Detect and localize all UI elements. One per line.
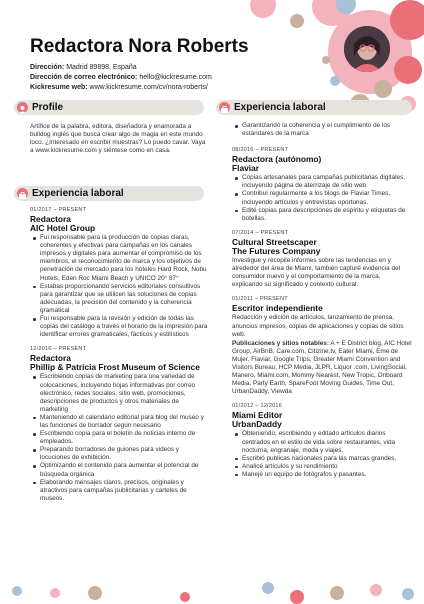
job-bullets	[232, 122, 412, 138]
profile-photo	[344, 26, 390, 72]
job-company: The Futures Company	[232, 245, 321, 256]
job-description: Redacción y edición de artículos, lanzamiento de prensa, anuncios impresos, copias de aplicaciones y copias de sitios web.	[232, 314, 404, 338]
list-item: Estabas proporcionando servicios editoriales consultivos para garantizar que se utilicen las soluciones de copias adecuadas, la precisión del contenido y la coherencia gramatical	[40, 283, 208, 315]
job-role: Cultural Streetscaper	[232, 236, 317, 247]
list-item: Escribió publicas nacionales para las marcas grandes.	[242, 455, 412, 463]
job-entry	[232, 295, 412, 396]
job-role: Redactora	[30, 214, 71, 225]
resume-header	[30, 36, 330, 93]
decor-circle	[330, 586, 344, 600]
job-date: 08/2016 – PRESENT	[232, 147, 289, 154]
decor-circle	[290, 590, 304, 604]
list-item: Escribiendo copias de marketing para una variedad de colocaciones, incluyendo hojas informativas por correo electrónico, redes sociales, sitio web, promociones, descripciones de productos y otros materiales de marketing	[40, 373, 208, 413]
list-item: Obteniendo, escribiendo y editado artículos diarios centrados en el estilo de vida sobre restaurantes, vida nocturna, engranaje, moda y viajes.	[242, 430, 412, 454]
contact-email	[30, 73, 330, 83]
section-title: Experiencia laboral	[234, 102, 326, 113]
job-role: Miami Editor	[232, 410, 283, 421]
job-publications	[232, 340, 412, 397]
profile-text: Artífice de la palabra, editora, diseñadora y enamorada a bulldog inglés que busca crear algo de magia en este mundo loco. ¿Interesado en escribir muestras? Lo puedo cavar. Vaya a www.kickresume.com y siéntese como en casa.	[30, 123, 206, 155]
list-item: Contribuí regularmente a los blogs de Flaviar Times, incluyendo artículos y entrevistas oportunas.	[242, 190, 412, 206]
list-item: Fui responsable para la producción de copias claras, coherentes y efectivas para campañas en los canales impresos y digitales para aumentar el compromiso de los miembros, el reconocimiento de marca y los objetivos de penetración de mercado para los hoteles Hard Rock, Nobu Hotels, Eden Roc Miami Beach y UNICO 20° 87°	[40, 234, 207, 282]
job-entry	[30, 345, 208, 503]
list-item: Fui responsable para la revisión y edición de todas las copias del catálogo a través el horario de la impresión para identificar errores gramaticales, fácticos y estilísticos	[40, 315, 208, 339]
job-date: 01/2017 – PRESENT	[30, 207, 87, 213]
list-item: Manteniendo el calendario editorial para blog del museo y las funciones de borrador según necesario	[40, 414, 208, 430]
list-item: Manejé un equipo de fotógrafos y pasantes.	[242, 471, 412, 479]
user-icon	[17, 102, 28, 113]
job-role: Redactora	[30, 353, 71, 364]
experience-left-column	[30, 206, 208, 503]
decor-circle	[88, 586, 102, 600]
job-date: 01/2011 – PRESENT	[232, 296, 288, 303]
decor-circle	[370, 584, 382, 596]
job-entry	[232, 402, 412, 479]
section-bar-profile	[14, 100, 204, 115]
list-item: Copias artesanales para campañas publicitarias digitales, incluyendo página de aterrizaje de sitio web.	[242, 174, 412, 190]
profile-photo-image	[344, 26, 390, 72]
list-item: Garantizando la coherencia y el cumplimiento de los estándares de la marca	[242, 122, 412, 138]
job-entry	[232, 229, 412, 289]
job-company: UrbanDaddy	[232, 419, 282, 430]
decor-circle	[262, 582, 274, 594]
decor-circle	[180, 592, 190, 602]
section-bar-experience-right	[216, 100, 412, 115]
section-title: Profile	[32, 102, 64, 113]
decor-circle	[402, 588, 414, 600]
candidate-name: Redactora Nora Roberts	[30, 36, 249, 57]
contact-label: Dirección de correo electrónico:	[30, 74, 138, 81]
job-company: Phillip & Patricia Frost Museum of Science	[30, 362, 200, 373]
contact-value[interactable]: www.kickresume.com/cv/nora-roberts/	[89, 84, 208, 91]
decor-circle	[250, 0, 276, 18]
decor-circle	[12, 586, 22, 596]
job-bullets	[232, 430, 412, 479]
section-bar-experience-left	[14, 186, 204, 201]
contact-value: Madrid 89898, España	[66, 64, 137, 71]
decor-circle	[50, 588, 60, 598]
job-date: 07/2014 – PRESENT	[232, 229, 289, 236]
job-entry	[30, 206, 208, 339]
list-item: Escribiendo copia para el boletín de noticias interno de empleados.	[40, 430, 208, 446]
list-item: Preparando borradores de guiones para videos y locuciones de exhibición.	[40, 446, 208, 462]
contact-label: Kickresume web:	[30, 84, 88, 91]
list-item: Edité copias para descripciones de espíritu y etiquetas de botellas.	[242, 207, 412, 223]
job-role: Redactora (autónomo)	[232, 154, 322, 165]
job-entry	[232, 146, 412, 223]
list-item: Elaborando mensajes claros, precisos, originales y atractivos para campañas publicitarias y carteles de museos.	[40, 479, 208, 503]
section-title: Experiencia laboral	[32, 188, 124, 199]
decor-circle	[290, 14, 304, 28]
decor-circle	[390, 0, 424, 40]
profile-column	[30, 123, 210, 159]
contact-web	[30, 83, 330, 93]
job-role: Escritor independiente	[232, 303, 323, 314]
contact-label: Dirección:	[30, 64, 65, 71]
decor-circle	[336, 0, 356, 14]
list-item: Analicé artículos y su rendimiento	[242, 463, 412, 471]
briefcase-icon	[17, 188, 28, 199]
decor-circle	[330, 76, 340, 86]
job-company: AIC Hotel Group	[30, 223, 96, 234]
publications-label: Publicaciones y sitios notables:	[232, 339, 329, 347]
contact-value[interactable]: hello@kickresume.com	[139, 74, 212, 81]
job-date: 12/2016 – PRESENT	[30, 346, 87, 353]
contact-address	[30, 63, 330, 73]
decor-circle	[374, 80, 392, 98]
job-bullets	[30, 373, 208, 503]
list-item: Optimizando el contenido para aumentar el potencial de búsqueda orgánica	[40, 462, 208, 478]
job-bullets	[30, 234, 208, 339]
job-company: Flaviar	[232, 163, 260, 174]
experience-right-column	[232, 121, 412, 479]
briefcase-icon	[219, 102, 230, 113]
publications-list: A + E District blog, AIC Hotel Group, AirBnB, Care.com, Citizine.tv, Eater Miami, Eme de Mujer, Flaviar, Google Trips, Greater Miami Convention and Visitors Bureau, HCP Media, JLPR, Liquor .com, LivingSocial, Manero, Miami.com, Mommy Nearest, New Tropic, Onboard Media, Party Earth, SpareFoot Moving Guides, Time Out, UrbanDaddy, Viewda	[232, 339, 412, 396]
contact-block	[30, 63, 330, 93]
decor-circle	[394, 56, 422, 84]
job-description: Investigue y recopile informes sobre las tendencias en y alrededor del área de Miami, también capturé evidencia del consumidor nuevo y el comportamiento de la marca, explicando su significado y contexto cultural.	[232, 256, 401, 289]
job-date: 01/2012 – 12/2016	[232, 403, 283, 410]
job-bullets	[232, 174, 412, 223]
